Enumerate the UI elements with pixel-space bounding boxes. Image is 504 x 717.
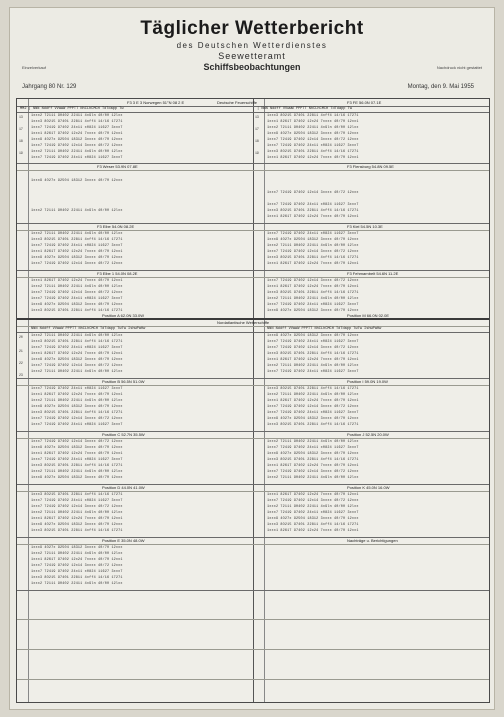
section-line: Schiffsbeobachtungen bbox=[203, 62, 301, 72]
data-row: 1xxx9 4O27x 92504 18312 3xxxx 40/70 12xxx bbox=[267, 517, 359, 521]
section-pos-i: Position I 59.0N 19.0W bbox=[347, 379, 388, 384]
issue-date: Montag, den 9. Mai 1955 bbox=[407, 84, 474, 90]
day-label: 18 bbox=[255, 139, 259, 143]
data-row: 1xxx7 72419 97402 24x11 x0824 11627 3xxx7 bbox=[31, 126, 123, 130]
section-pos-j: Position J 52.5N 20.0W bbox=[347, 432, 389, 437]
data-row: 1xxx7 72419 97402 12x14 3xxxx 40/72 12xxx bbox=[267, 250, 359, 254]
data-row: 1xxx3 8O215 97401 22811 4xff4 14/16 17271 bbox=[31, 309, 123, 313]
data-row: 1xxx1 82617 97402 12x24 7xxxx 40/70 12xx1 bbox=[267, 156, 359, 160]
data-row: 1xxx7 72419 97402 12x14 3xxxx 40/72 12xxx bbox=[31, 291, 123, 295]
section-weser: F3 Weser 53.9N 07.8E bbox=[97, 164, 138, 169]
section-pos-b: Position B 56.5N 51.0W bbox=[102, 379, 145, 384]
data-row: 1xxx3 8O215 97401 22811 4xff4 14/16 17271 bbox=[267, 423, 359, 427]
section-norwegen: F3 3 E 3 Norwegen 51°N 08 2 E bbox=[127, 100, 185, 105]
data-row: 1xxx9 4O27x 92504 18312 3xxxx 40/70 12xxx bbox=[267, 132, 359, 136]
data-row: 1xxx7 72419 97402 12x14 3xxxx 40/72 12xxx bbox=[31, 144, 123, 148]
data-row: 1xxx3 8O215 97401 22811 4xff4 14/16 17271 bbox=[31, 529, 123, 533]
data-row: 1xxx3 8O215 97401 22811 4xff4 14/16 17271 bbox=[31, 120, 123, 124]
day-label: 19 bbox=[19, 151, 23, 155]
data-row: 1xxx2 72111 90402 22411 4x9ln 40/00 12lxx bbox=[31, 285, 123, 289]
data-row: 1xxx1 82617 97402 12x24 7xxxx 40/70 12xx1 bbox=[31, 393, 123, 397]
data-row: 1xxx2 72111 90402 22411 4x9ln 40/00 12lxx bbox=[31, 114, 123, 118]
section-pos-m: Position M 66.0N 02.0E bbox=[347, 313, 390, 318]
data-row: 1xxx3 8O215 97401 22811 4xff4 14/16 17271 bbox=[267, 209, 359, 213]
data-row: 1xxx7 72419 97402 12x14 3xxxx 40/72 12xxx bbox=[31, 564, 123, 568]
data-row: 1xxx1 82617 97402 12x24 7xxxx 40/70 12xx1 bbox=[31, 452, 123, 456]
data-row: 1xxx7 72419 97402 12x14 3xxxx 40/72 12xxx bbox=[267, 279, 359, 283]
data-row: 1xxx2 72111 90402 22411 4x9ln 40/00 12lxx bbox=[31, 399, 123, 403]
data-row: 1xxx7 72419 97402 24x11 x0824 11627 3xxx7 bbox=[267, 232, 359, 236]
data-row: 1xxx3 8O215 97401 22811 4xff4 14/16 17271 bbox=[267, 458, 359, 462]
data-row: 1xxx9 4O27x 92504 18312 3xxxx 40/70 12xxx bbox=[31, 138, 123, 142]
data-row: 1xxx1 82617 97402 12x24 7xxxx 40/70 12xx1 bbox=[267, 399, 359, 403]
column-header-left: MM2 | NNN Nddff VVwwW PPPTT NhCLhCMCH TdTdapp Tw bbox=[20, 107, 124, 111]
data-row: 1xxx1 82617 97402 12x24 7xxxx 40/70 12xx1 bbox=[267, 358, 359, 362]
publisher-line: des Deutschen Wetterdienstes bbox=[176, 41, 328, 50]
data-row: 1xxx7 72419 97402 12x14 3xxxx 40/72 12xxx bbox=[267, 346, 359, 350]
section-kiel: F3 Kiel 54.5N 10.3E bbox=[347, 224, 383, 229]
data-row: 1xxx2 72111 90402 22411 4x9ln 40/00 12lxx bbox=[31, 150, 123, 154]
section-elbe1: F3 Elbe 1 54.0N 08.2E bbox=[97, 271, 138, 276]
day-label: 20 bbox=[19, 335, 23, 339]
data-row: 1xxx2 72111 90402 22411 4x9ln 40/00 12lxx bbox=[31, 209, 123, 213]
section-fehmarn: F3 Fehmarnbelt 54.6N 11.2E bbox=[347, 271, 399, 276]
data-row: 1xxx7 72419 97402 24x11 x0824 11627 3xxx7 bbox=[267, 446, 359, 450]
data-row: 1xxx9 4O27x 92504 18312 3xxxx 40/70 12xxx bbox=[267, 452, 359, 456]
copyright-note: Nachdruck nicht gestattet bbox=[436, 65, 482, 70]
data-row: 1xxx1 82617 97402 12x24 7xxxx 40/70 12xx1 bbox=[267, 493, 359, 497]
data-row: 1xxx3 8O215 97401 22811 4xff4 14/16 17271 bbox=[31, 238, 123, 242]
data-row: 1xxx2 72111 90402 22411 4x9ln 40/00 12lxx bbox=[31, 511, 123, 515]
data-row: 1xxx1 82617 97402 12x24 7xxxx 40/70 12xx1 bbox=[267, 285, 359, 289]
data-row: 1xxx9 4O27x 92504 18312 3xxxx 40/70 12xxx bbox=[31, 476, 123, 480]
data-row: 1xxx3 8O215 97401 22811 4xff4 14/16 17271 bbox=[31, 493, 123, 497]
data-row: 1xxx7 72419 97402 24x11 x0824 11627 3xxx7 bbox=[267, 340, 359, 344]
data-row: 1xxx9 4O27x 92504 18312 3xxxx 40/70 12xxx bbox=[31, 256, 123, 260]
data-row: 1xxx1 82617 97402 12x24 7xxxx 40/70 12xx1 bbox=[267, 262, 359, 266]
data-row: 1xxx2 72111 90402 22411 4x9ln 40/00 12lxx bbox=[267, 126, 359, 130]
data-row: 1xxx7 72419 97402 24x11 x0824 11627 3xxx7 bbox=[31, 297, 123, 301]
section-fe: F3 FE 56.0N 07.1E bbox=[347, 100, 382, 105]
data-row: 1xxx7 72419 97402 24x11 x0824 11627 3xxx7 bbox=[31, 156, 123, 160]
data-row: 1xxx2 72111 90402 22411 4x9ln 40/00 12lxx bbox=[31, 552, 123, 556]
data-row: 1xxx3 8O215 97401 22811 4xff4 14/16 17271 bbox=[267, 150, 359, 154]
data-row: 1xxx7 72419 97402 12x14 3xxxx 40/72 12xxx bbox=[267, 405, 359, 409]
day-label: 19 bbox=[255, 151, 259, 155]
data-row: 1xxx1 82617 97402 12x24 7xxxx 40/70 12xx1 bbox=[31, 279, 123, 283]
day-label: 18 bbox=[19, 139, 23, 143]
data-row: 1xxx7 72419 97402 12x14 3xxxx 40/72 12xxx bbox=[31, 505, 123, 509]
data-row: 1xxx2 72111 90402 22411 4x9ln 40/00 12lxx bbox=[31, 370, 123, 374]
page-title: Täglicher Wetterbericht bbox=[140, 18, 364, 39]
day-label: 13 bbox=[255, 115, 259, 119]
data-row: 1xxx7 72419 97402 24x11 x0824 11627 3xxx7 bbox=[267, 511, 359, 515]
data-row: 1xxx1 82617 97402 12x24 7xxxx 40/70 12xx1 bbox=[31, 250, 123, 254]
data-row: 1xxx3 8O215 97401 22811 4xff4 14/16 17271 bbox=[31, 464, 123, 468]
data-row: 1xxx7 72419 97402 24x11 x0824 11627 3xxx7 bbox=[267, 411, 359, 415]
section-pos-k: Position K 45.0N 16.0W bbox=[347, 485, 390, 490]
data-row: 1xxx9 4O27x 92504 18312 3xxxx 40/70 12xxx bbox=[267, 417, 359, 421]
data-row: 1xxx7 72419 97402 12x14 3xxxx 40/72 12xxx bbox=[267, 138, 359, 142]
data-row: 1xxx9 4O27x 92504 18312 3xxxx 40/70 12xxx bbox=[31, 358, 123, 362]
data-row: 1xxx2 72111 90402 22411 4x9ln 40/00 12lxx bbox=[31, 232, 123, 236]
section-flensburg: F3 Flensburg 54.8N 09.5E bbox=[347, 164, 394, 169]
data-row: 1xxx2 72111 90402 22411 4x9ln 40/00 12lxx bbox=[31, 582, 123, 586]
data-row: 1xxx3 8O215 97401 22811 4xff4 14/16 17271 bbox=[267, 291, 359, 295]
price-note: Einzelverkauf bbox=[22, 65, 47, 70]
day-label: 13 bbox=[19, 115, 23, 119]
data-row: 1xxx9 4O27x 92504 18312 3xxxx 40/70 12xxx bbox=[31, 303, 123, 307]
data-row: 1xxx7 72419 97402 24x11 x0824 11627 3xxx7 bbox=[31, 499, 123, 503]
section-pos-e: Position E 35.0N 48.0W bbox=[102, 538, 145, 543]
data-row: 1xxx7 72419 97402 24x11 x0824 11627 3xxx7 bbox=[31, 346, 123, 350]
data-row: 1xxx7 72419 97402 24x11 x0824 11627 3xxx7 bbox=[267, 203, 359, 207]
data-row: 1xxx1 82617 97402 12x24 7xxxx 40/70 12xx1 bbox=[267, 529, 359, 533]
column-divider bbox=[253, 99, 254, 702]
data-row: 1xxx2 72111 90402 22411 4x9ln 40/00 12lxx bbox=[267, 297, 359, 301]
data-row: 1xxx2 72111 90402 22411 4x9ln 40/00 12lxx bbox=[31, 334, 123, 338]
data-row: 1xxx7 72419 97402 24x11 x0824 11627 3xxx7 bbox=[31, 423, 123, 427]
report-header bbox=[10, 8, 494, 90]
data-row: 1xxx3 8O215 97401 22811 4xff4 14/16 17271 bbox=[31, 411, 123, 415]
data-row: 1xxx2 72111 90402 22411 4x9ln 40/00 12lxx bbox=[267, 364, 359, 368]
data-row: 1xxx7 72419 97402 12x14 3xxxx 40/72 12xxx bbox=[31, 417, 123, 421]
day-label: 23 bbox=[19, 373, 23, 377]
data-row: 1xxx2 72111 90402 22411 4x9ln 40/00 12lxx bbox=[31, 470, 123, 474]
data-row: 1xxx2 72111 90402 22411 4x9ln 40/00 12lxx bbox=[267, 393, 359, 397]
office-line: Seewetteramt bbox=[218, 51, 286, 61]
data-row: 1xxx7 72419 97402 24x11 x0824 11627 3xxx7 bbox=[31, 570, 123, 574]
data-row: 1xxx9 4O27x 92504 18312 3xxxx 40/70 12xxx bbox=[31, 405, 123, 409]
data-row: 1xxx9 4O27x 92504 18312 3xxxx 40/70 12xxx bbox=[31, 546, 123, 550]
data-row: 1xxx7 72419 97402 24x11 x0824 11627 3xxx7 bbox=[267, 370, 359, 374]
report-sheet bbox=[9, 7, 495, 710]
data-row: 1xxx1 82617 97402 12x24 7xxxx 40/70 12xx1 bbox=[31, 558, 123, 562]
data-row: 1xxx3 8O215 97401 22811 4xff4 14/16 17271 bbox=[31, 576, 123, 580]
section-nachtraege: Nachträge u. Berichtigungen bbox=[347, 538, 398, 543]
ship-column-header-left: NNN Nddff VVwwW PPPTT NhCLhCMCH TdTdapp TwTw IshwPwHw bbox=[31, 327, 146, 331]
day-column-divider-right bbox=[264, 99, 265, 702]
data-row: 1xxx7 72419 97402 24x11 x0824 11627 3xxx7 bbox=[31, 387, 123, 391]
data-row: 1xxx9 4O27x 92504 18312 3xxxx 40/70 12xxx bbox=[31, 523, 123, 527]
section-pos-a: Position A 62.0N 33.0W bbox=[102, 313, 145, 318]
data-row: 1xxx7 72419 97402 12x14 3xxxx 40/72 12xxx bbox=[267, 470, 359, 474]
section-elbe: F3 Elbe 54.0N 08.2E bbox=[97, 224, 135, 229]
section-pos-d: Position D 44.0N 41.0W bbox=[102, 485, 145, 490]
data-row: 1xxx9 4O27x 92504 18312 3xxxx 40/70 12xxx bbox=[267, 238, 359, 242]
data-row: 1xxx9 4O27x 92504 18312 3xxxx 40/70 12xxx bbox=[267, 334, 359, 338]
data-row: 1xxx2 72111 90402 22411 4x9ln 40/00 12lxx bbox=[267, 476, 359, 480]
data-row: 1xxx7 72419 97402 12x14 3xxxx 40/72 12xxx bbox=[267, 499, 359, 503]
data-row: 1xxx3 8O215 97401 22811 4xff4 14/16 17271 bbox=[267, 352, 359, 356]
data-row: 1xxx3 8O215 97401 22811 4xff4 14/16 17271 bbox=[267, 523, 359, 527]
day-label: 17 bbox=[19, 127, 23, 131]
data-row: 1xxx7 72419 97402 24x11 x0824 11627 3xxx7 bbox=[31, 458, 123, 462]
data-row: 1xxx1 82617 97402 12x24 7xxxx 40/70 12xx1 bbox=[267, 215, 359, 219]
data-row: 1xxx1 82617 97402 12x24 7xxxx 40/70 12xx1 bbox=[267, 464, 359, 468]
ship-column-header-right: NNN Nddff VVwwW PPPTT NhCLhCMCH TdTdapp TwTw IshwPwHw bbox=[267, 327, 382, 331]
data-row: 1xxx3 8O215 97401 22811 4xff4 14/16 17271 bbox=[267, 256, 359, 260]
section-wetterschiffe: Nordatlantische Wetterschiffe bbox=[217, 320, 270, 325]
day-label: 22 bbox=[19, 361, 23, 365]
data-row: 1xxx7 72419 97402 12x14 3xxxx 40/72 12xxx bbox=[267, 191, 359, 195]
day-label: 21 bbox=[19, 349, 23, 353]
data-row: 1xxx9 4O27x 92504 18312 3xxxx 40/70 12xxx bbox=[31, 179, 123, 183]
data-row: 1xxx9 4O27x 92504 18312 3xxxx 40/70 12xxx bbox=[267, 309, 359, 313]
day-label: 17 bbox=[255, 127, 259, 131]
data-row: 1xxx7 72419 97402 12x14 3xxxx 40/72 12xxx bbox=[31, 440, 123, 444]
data-row: 1xxx7 72419 97402 24x11 x0824 11627 3xxx7 bbox=[267, 303, 359, 307]
section-feuerschiffe: Deutsche Feuerschiffe bbox=[217, 100, 257, 105]
data-row: 1xxx3 8O215 97401 22811 4xff4 14/16 17271 bbox=[267, 387, 359, 391]
data-row: 1xxx1 82617 97402 12x24 7xxxx 40/70 12xx1 bbox=[31, 132, 123, 136]
data-row: 1xxx2 72111 90402 22411 4x9ln 40/00 12lxx bbox=[267, 244, 359, 248]
column-header-right: | NNN Nddff VVwwW PPPTT NhCLhCMCH TdTdapp Tw bbox=[257, 107, 352, 111]
data-row: 1xxx9 4O27x 92504 18312 3xxxx 40/70 12xxx bbox=[31, 446, 123, 450]
day-column-divider-left bbox=[28, 99, 29, 702]
data-row: 1xxx3 8O215 97401 22811 4xff4 14/16 17271 bbox=[31, 340, 123, 344]
data-row: 1xxx1 82617 97402 12x24 7xxxx 40/70 12xx1 bbox=[31, 517, 123, 521]
data-row: 1xxx1 82617 97402 12x24 7xxxx 40/70 12xx1 bbox=[267, 120, 359, 124]
observation-table bbox=[16, 98, 490, 703]
data-row: 1xxx2 72111 90402 22411 4x9ln 40/00 12lxx bbox=[267, 505, 359, 509]
data-row: 1xxx7 72419 97402 24x11 x0824 11627 3xxx7 bbox=[31, 244, 123, 248]
issue-number: Jahrgang 80 Nr. 129 bbox=[22, 84, 77, 90]
data-row: 1xxx3 8O215 97401 22811 4xff4 14/16 17271 bbox=[267, 114, 359, 118]
data-row: 1xxx7 72419 97402 24x11 x0824 11627 3xxx7 bbox=[267, 144, 359, 148]
data-row: 1xxx1 82617 97402 12x24 7xxxx 40/70 12xx1 bbox=[31, 352, 123, 356]
data-row: 1xxx7 72419 97402 12x14 3xxxx 40/72 12xxx bbox=[31, 364, 123, 368]
data-row: 1xxx7 72419 97402 12x14 3xxxx 40/72 12xxx bbox=[31, 262, 123, 266]
data-row: 1xxx2 72111 90402 22411 4x9ln 40/00 12lxx bbox=[267, 440, 359, 444]
section-pos-c: Position C 52.7N 35.5W bbox=[102, 432, 145, 437]
